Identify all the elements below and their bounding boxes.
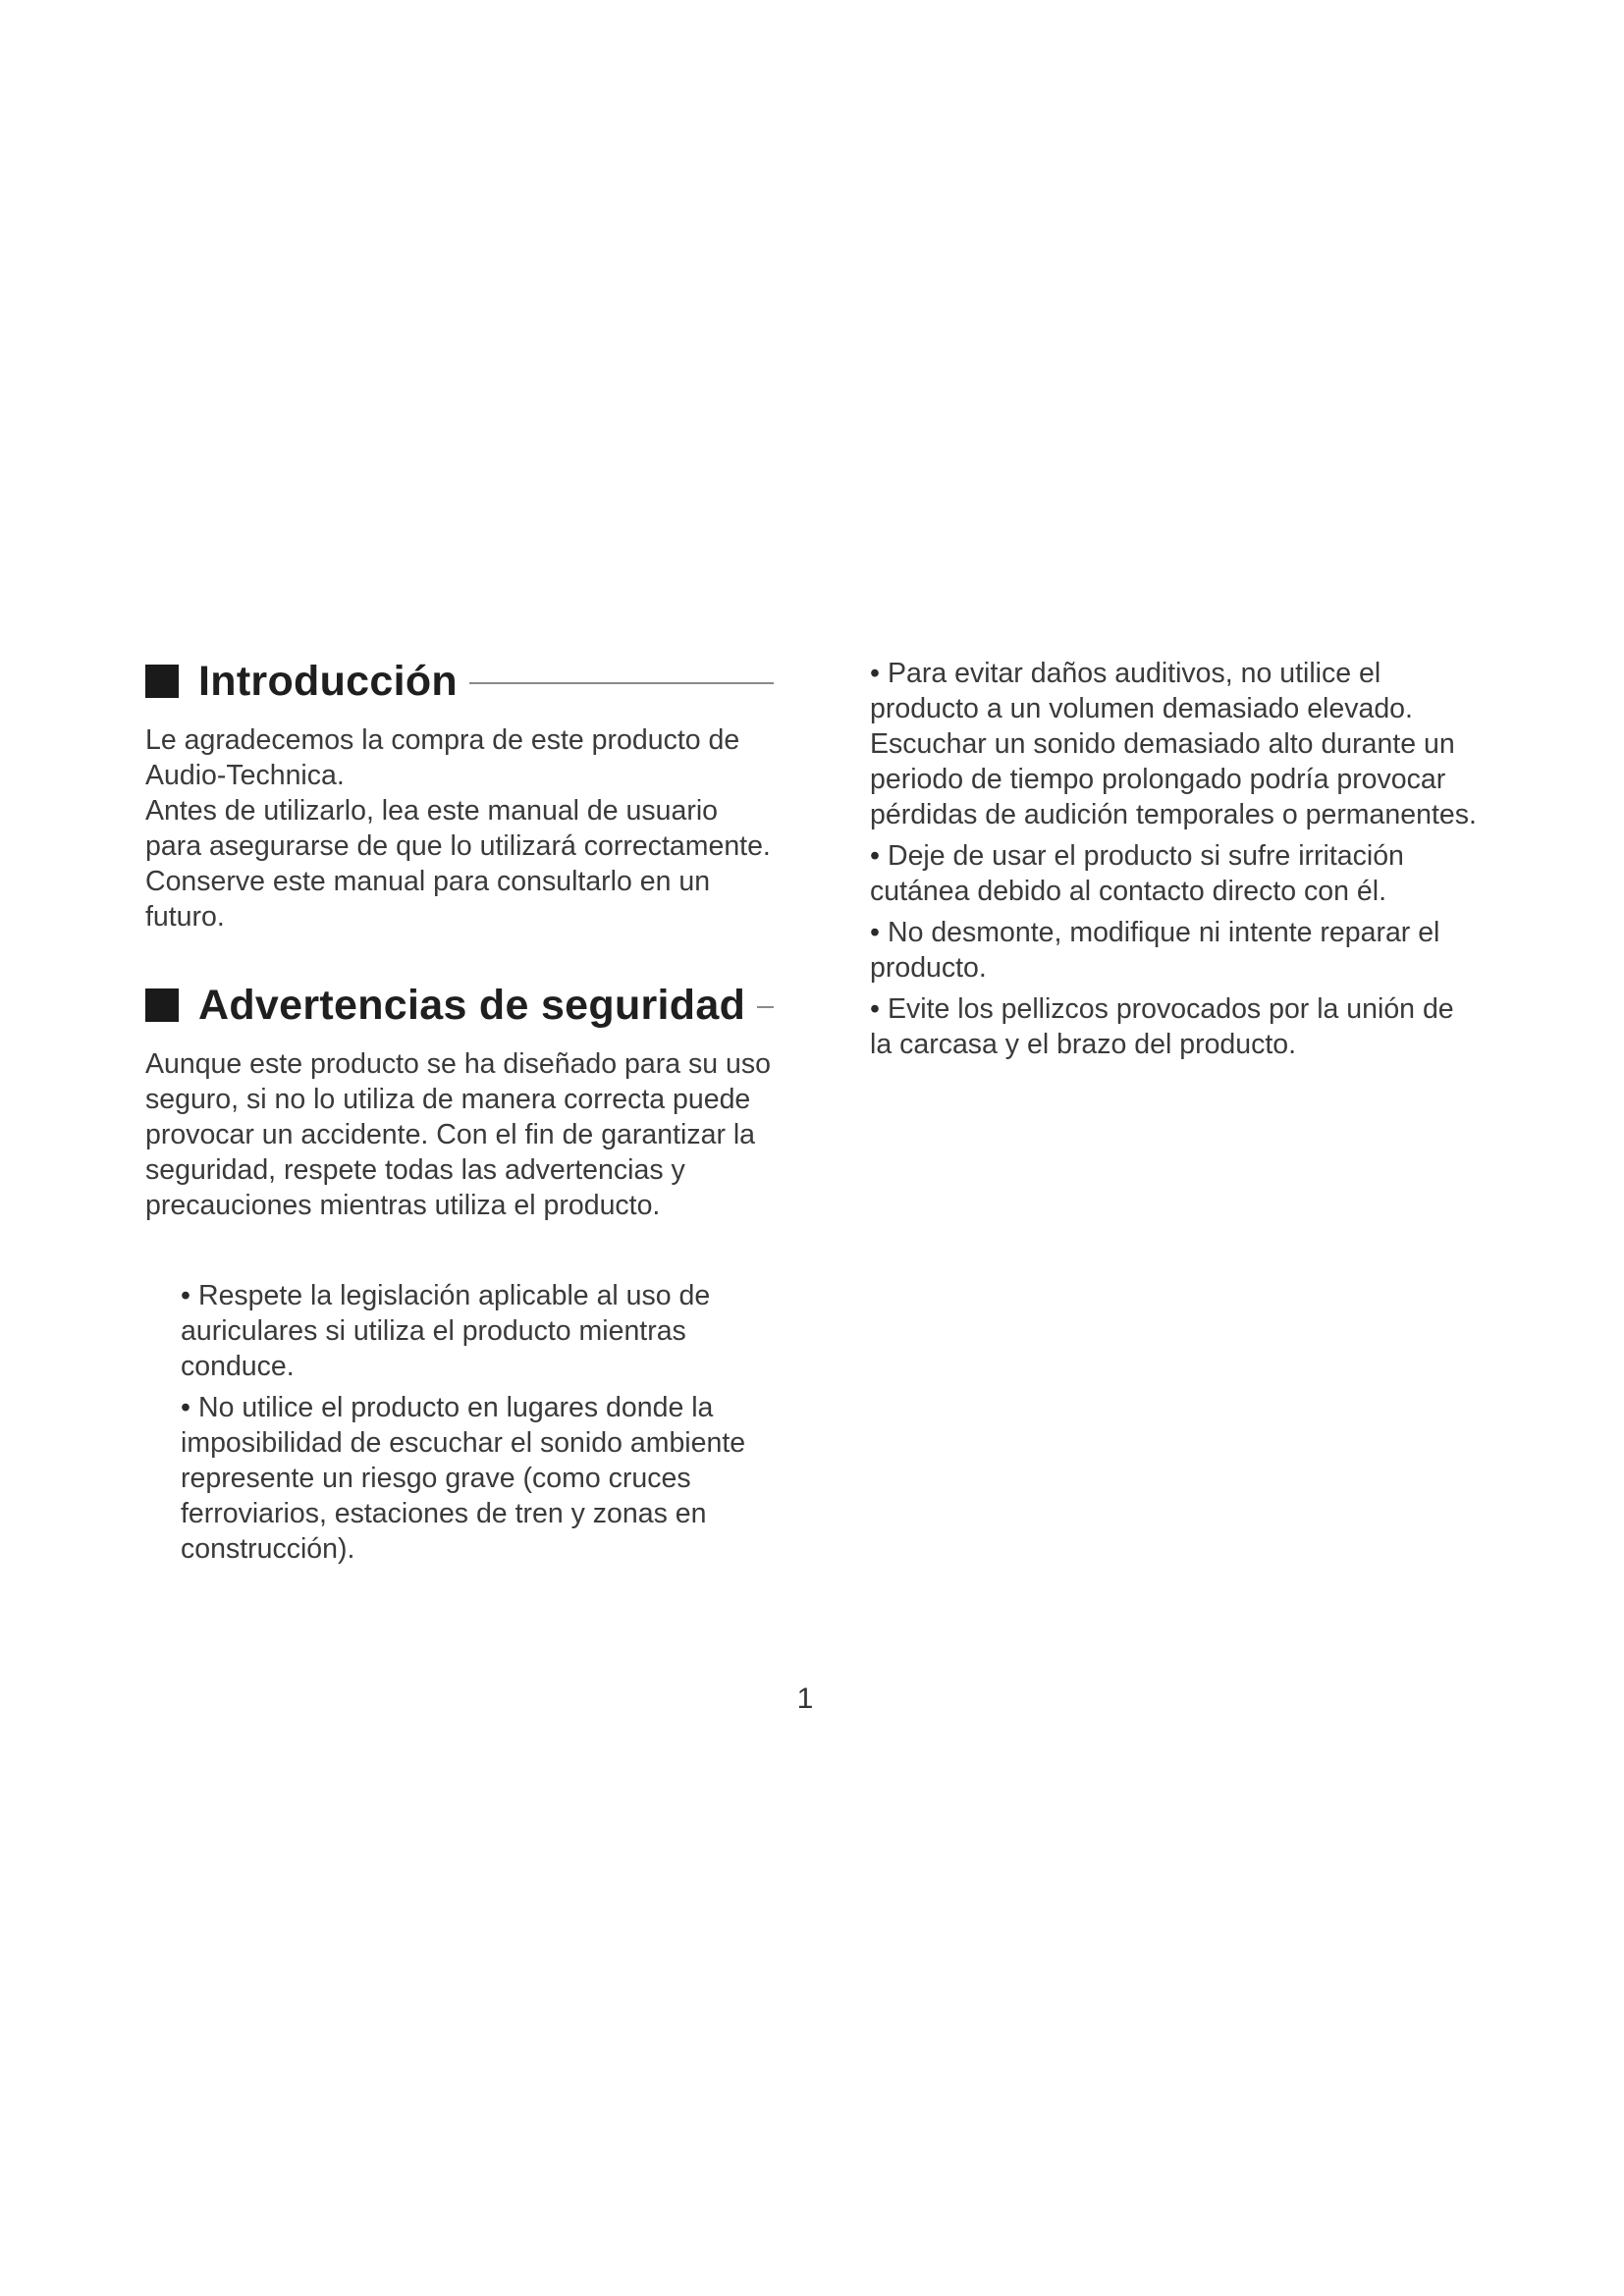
bullet-icon: • (181, 1280, 190, 1311)
safety-paragraph: Aunque este producto se ha diseñado para su uso seguro, si no lo utiliza de manera correcta puede provocar un accidente. Con el fin de garantizar la seguridad, respete todas las advertencias y precauciones mientras utiliza el producto. (145, 1048, 771, 1221)
bullet-icon: • (181, 1392, 190, 1423)
list-item-text: Deje de usar el producto si sufre irritación cutánea debido al contacto directo con él. (870, 840, 1404, 907)
heading-rule (757, 1006, 774, 1008)
list-item-text: No desmonte, modifique ni intente reparar el producto. (870, 917, 1440, 984)
heading-rule (469, 682, 774, 684)
left-bullet-list (181, 1278, 780, 1567)
square-bullet-icon (145, 988, 179, 1022)
list-item (870, 838, 1479, 909)
list-item (181, 1390, 780, 1567)
bullet-icon: • (870, 917, 880, 948)
list-item-text: Para evitar daños auditivos, no utilice el producto a un volumen demasiado elevado. Escuchar un sonido demasiado alto durante un periodo de tiempo prolongado podría provocar pérdidas de audición temporales o permanentes. (870, 658, 1477, 830)
right-bullet-list (870, 656, 1479, 1062)
intro-heading-text: Introducción (198, 657, 458, 705)
right-column (870, 656, 1479, 1068)
list-item (870, 656, 1479, 832)
list-item (870, 915, 1479, 986)
bullet-icon: • (870, 840, 880, 872)
safety-heading-text: Advertencias de seguridad (198, 981, 746, 1029)
list-item (181, 1278, 780, 1384)
bullet-icon: • (870, 658, 880, 689)
list-item-text: No utilice el producto en lugares donde la imposibilidad de escuchar el sonido ambiente represente un riesgo grave (como cruces ferroviarios, estaciones de tren y zonas en construcción). (181, 1392, 746, 1565)
safety-text (145, 1046, 774, 1223)
square-bullet-icon (145, 665, 179, 698)
safety-heading (145, 976, 774, 1035)
list-item-text: Evite los pellizcos provocados por la unión de la carcasa y el brazo del producto. (870, 993, 1454, 1060)
intro-paragraph: Antes de utilizarlo, lea este manual de usuario para asegurarse de que lo utilizará correctamente. Conserve este manual para consultarlo en un futuro. (145, 795, 771, 933)
intro-text (145, 722, 774, 934)
list-item-text: Respete la legislación aplicable al uso de auriculares si utiliza el producto mientras conduce. (181, 1280, 711, 1382)
page-number: 1 (796, 1682, 814, 1715)
bullet-icon: • (870, 993, 880, 1025)
left-column (145, 652, 774, 1573)
list-item (870, 991, 1479, 1062)
intro-heading (145, 652, 774, 711)
intro-paragraph: Le agradecemos la compra de este producto de Audio-Technica. (145, 724, 740, 791)
